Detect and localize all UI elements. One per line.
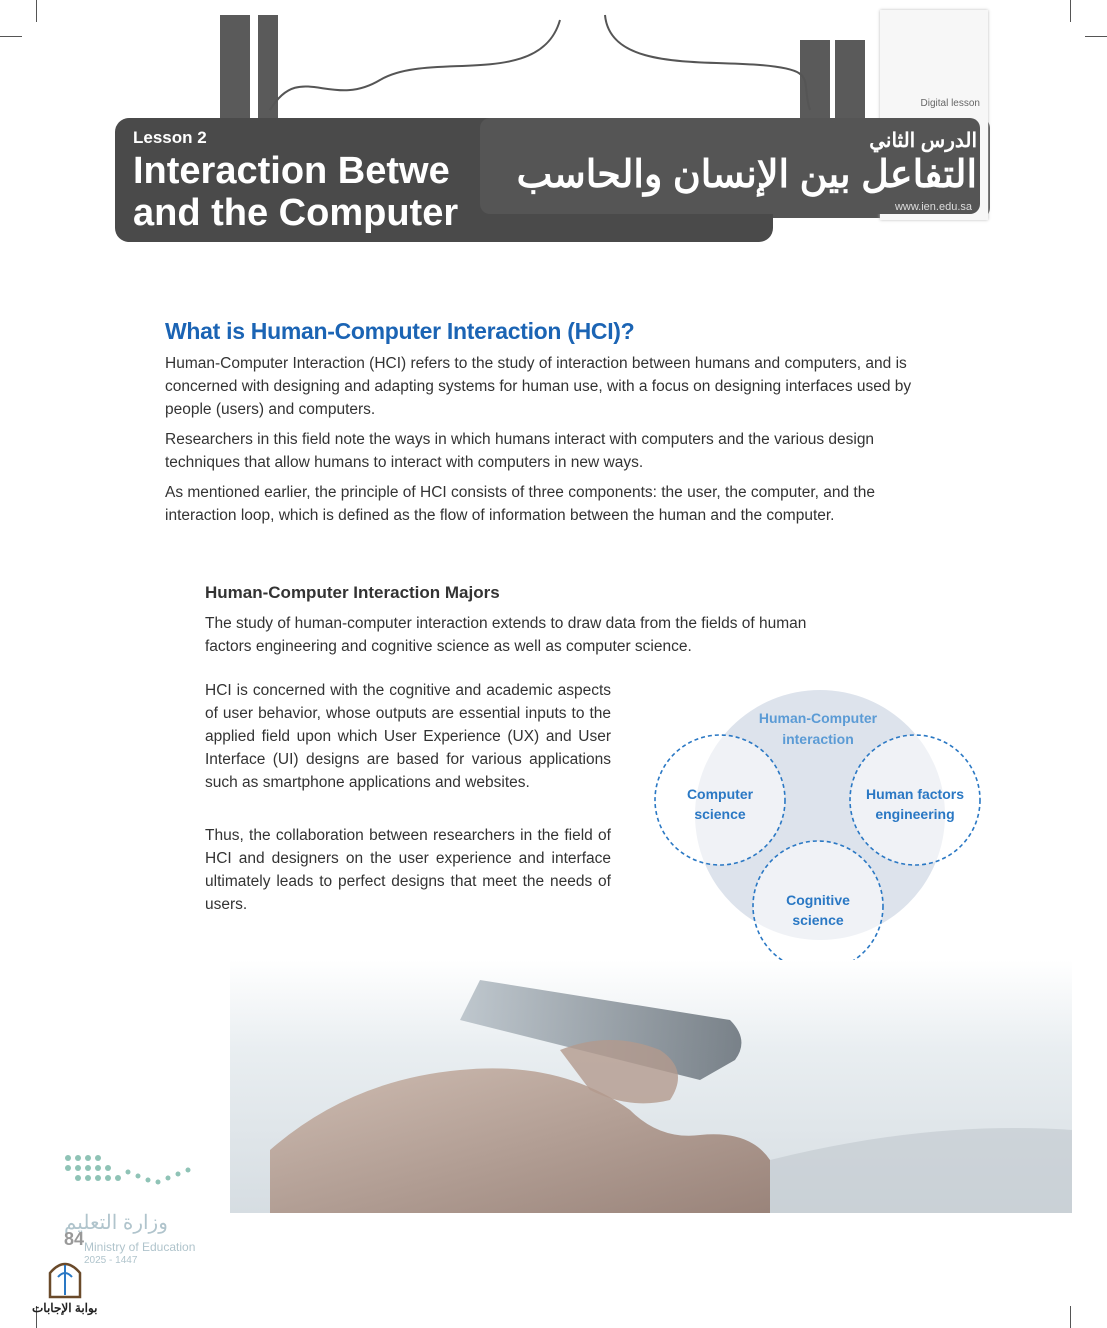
page-number: 84 <box>64 1229 85 1249</box>
paragraph-components: As mentioned earlier, the principle of HCI consists of three components: the user, the computer, and the interaction loop, which is defined as the flow of information between the human and the computer. <box>165 484 875 524</box>
crop-mark <box>1070 1306 1071 1328</box>
lesson-number-en: Lesson 2 <box>133 128 207 147</box>
hands-phone-illustration <box>230 960 1072 1213</box>
paragraph-majors-intro: The study of human-computer interaction extends to draw data from the fields of human factors engineering and cognitive science as well as computer science. <box>205 615 807 655</box>
diagram-right-label-1: Human factors <box>865 786 965 802</box>
diagram-right-label-2: engineering <box>875 806 955 822</box>
paragraph-hci-definition: Human-Computer Interaction (HCI) refers to the study of interaction between humans and computers, and is concerned with designing and adapting systems for human use, with a focus on designing interfaces used by people (users) and computers. <box>165 355 912 418</box>
lesson-title-en-line1: Interaction Betwe <box>133 150 450 192</box>
diagram-bottom-label-1: Cognitive <box>786 892 850 908</box>
diagram-center-label-1: Human-Computer <box>758 710 878 726</box>
lesson-title-en <box>133 150 458 234</box>
lesson-number-ar: الدرس الثاني <box>869 130 977 152</box>
ministry-name-ar: وزارة التعليم <box>64 1212 168 1234</box>
portal-label: بوابة الإجابات <box>32 1301 98 1315</box>
digital-lesson-label: Digital lesson <box>920 98 980 109</box>
portal-logo-icon <box>45 1255 85 1300</box>
paragraph-researchers: Researchers in this field note the ways in which humans interact with computers and the various design techniques that allow humans to interact with computers in new ways. <box>165 431 875 471</box>
website-label: www.ien.edu.sa <box>894 201 972 213</box>
diagram-left-label-2: science <box>694 806 746 822</box>
ministry-name-en: Ministry of Education <box>84 1240 196 1254</box>
section-heading-majors: Human-Computer Interaction Majors <box>205 583 500 602</box>
paragraph-collaboration: Thus, the collaboration between researchers in the field of HCI and designers on the user experience and interface ultimately leads to perfect designs that meet the needs of users. <box>205 827 611 913</box>
diagram-left-label-1: Computer <box>686 786 754 802</box>
paragraph-hci-behavior: HCI is concerned with the cognitive and academic aspects of user behavior, whose outputs are essential inputs to the applied field upon which User Experience (UX) and User Interface (UI) designs are based for various applications such as smartphone applications and websites. <box>205 682 611 791</box>
lesson-title-ar: التفاعل بين الإنسان والحاسب <box>516 154 977 196</box>
smartphone-photo <box>230 960 1072 1213</box>
section-heading-hci: What is Human-Computer Interaction (HCI)? <box>165 318 635 344</box>
diagram-bottom-label-2: science <box>792 912 844 928</box>
diagram-center-label-2: interaction <box>782 731 854 747</box>
ministry-logo-dots <box>62 1150 202 1195</box>
edition-years: 2025 - 1447 <box>84 1255 138 1266</box>
hci-diagram <box>640 680 990 980</box>
lesson-title-en-line2: and the Computer <box>133 192 459 234</box>
